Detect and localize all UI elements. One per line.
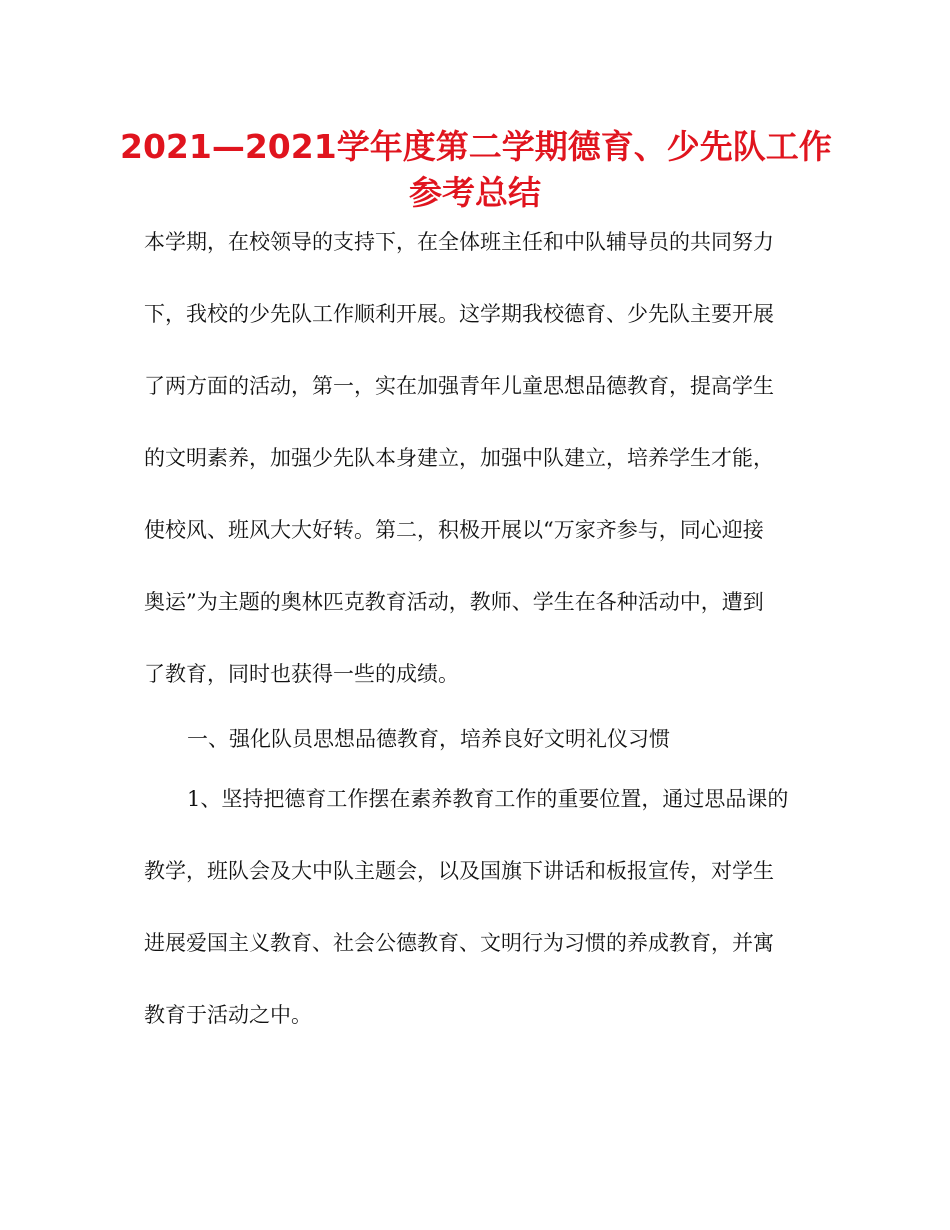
paragraph-line: 了两方面的活动，第一，实在加强青年儿童思想品德教育，提高学生 — [144, 374, 774, 398]
paragraph-line: 进展爱国主义教育、社会公德教育、文明行为习惯的养成教育，并寓 — [144, 931, 774, 955]
section-heading: 一、强化队员思想品德教育，培养良好文明礼仪习惯 — [187, 727, 670, 751]
paragraph-line: 本学期，在校领导的支持下，在全体班主任和中队辅导员的共同努力 — [144, 230, 774, 254]
paragraph-line: 下，我校的少先队工作顺利开展。这学期我校德育、少先队主要开展 — [144, 302, 774, 326]
paragraph-line: 教学，班队会及大中队主题会，以及国旗下讲话和板报宣传，对学生 — [144, 859, 774, 883]
paragraph-line: 教育于活动之中。 — [144, 1003, 312, 1027]
paragraph-line: 的文明素养，加强少先队本身建立，加强中队建立，培养学生才能， — [144, 446, 774, 470]
list-item-line: 1、坚持把德育工作摆在素养教育工作的重要位置，通过思品课的 — [187, 787, 789, 811]
paragraph-line: 使校风、班风大大好转。第二，积极开展以“万家齐参与，同心迎接 — [144, 518, 764, 542]
paragraph-line: 了教育，同时也获得一些的成绩。 — [144, 662, 459, 686]
document-title-line-2: 参考总结 — [409, 173, 541, 212]
paragraph-line: 奥运”为主题的奥林匹克教育活动，教师、学生在各种活动中，遭到 — [144, 590, 764, 614]
document-title-line-1: 2021—2021学年度第二学期德育、少先队工作 — [120, 127, 832, 166]
